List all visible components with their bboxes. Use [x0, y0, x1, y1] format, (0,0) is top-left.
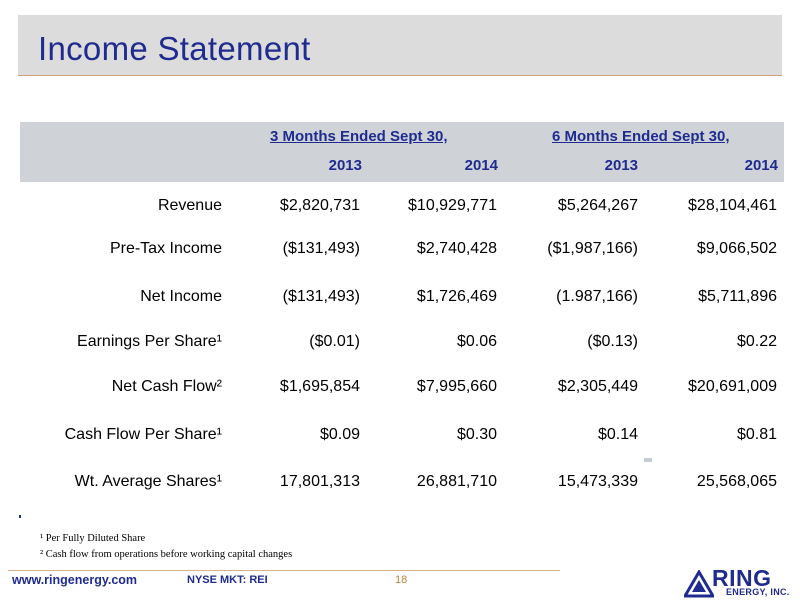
- stray-mark: [644, 458, 652, 462]
- row-label-net-cash-flow: Net Cash Flow²: [111, 378, 222, 395]
- cell: ($131,493): [282, 288, 360, 305]
- cell: $0.22: [736, 333, 777, 350]
- cell: 17,801,313: [279, 473, 360, 490]
- row-label-earnings-per-share: Earnings Per Share¹: [77, 333, 222, 350]
- group-header-6-months: 6 Months Ended Sept 30,: [552, 128, 730, 145]
- row-label-pre-tax-income: Pre-Tax Income: [109, 240, 222, 257]
- cell: ($131,493): [282, 240, 360, 257]
- cell: 26,881,710: [416, 473, 497, 490]
- cell: $5,264,267: [557, 197, 638, 214]
- row-label-net-income: Net Income: [140, 288, 222, 305]
- row-label-wt-average-shares: Wt. Average Shares¹: [74, 473, 222, 490]
- cell: $2,740,428: [416, 240, 497, 257]
- cell: $7,995,660: [416, 378, 497, 395]
- cell: 25,568,065: [696, 473, 777, 490]
- footnote-1: ¹ Per Fully Diluted Share: [40, 533, 146, 544]
- cell: $2,305,449: [557, 378, 638, 395]
- cell: $1,726,469: [416, 288, 497, 305]
- cell: ($0.13): [587, 333, 638, 350]
- cell: $10,929,771: [408, 197, 497, 214]
- cell: $1,695,854: [279, 378, 360, 395]
- footnote-2: ² Cash flow from operations before working capital changes: [40, 549, 293, 560]
- logo-triangle-icon: [684, 570, 714, 598]
- page-number: 18: [395, 574, 408, 586]
- cell: $0.30: [456, 426, 497, 443]
- cell: $2,820,731: [279, 197, 360, 214]
- year-header-3m-2013: 2013: [328, 157, 362, 174]
- cell: $0.81: [736, 426, 777, 443]
- cell: $20,691,009: [688, 378, 777, 395]
- slide-title: Income Statement: [38, 30, 311, 67]
- cell: ($1,987,166): [547, 240, 638, 257]
- year-header-3m-2014: 2014: [464, 157, 498, 174]
- title-divider: [18, 75, 782, 76]
- group-header-3-months: 3 Months Ended Sept 30,: [270, 128, 448, 145]
- cell: $0.06: [456, 333, 497, 350]
- footer-divider: [8, 570, 560, 571]
- logo-subtitle: ENERGY, INC.: [726, 587, 790, 597]
- ring-energy-logo: [684, 565, 794, 600]
- cell: $0.14: [597, 426, 638, 443]
- row-label-cash-flow-per-share: Cash Flow Per Share¹: [64, 426, 222, 443]
- website-link[interactable]: www.ringenergy.com: [12, 573, 138, 587]
- cell: $0.09: [319, 426, 360, 443]
- cell: 15,473,339: [557, 473, 638, 490]
- cell: (1.987,166): [556, 288, 638, 305]
- logo-word: RING: [712, 565, 772, 591]
- cell: $5,711,896: [698, 288, 777, 305]
- cell: ($0.01): [309, 333, 360, 350]
- cell: $9,066,502: [696, 240, 777, 257]
- cell: $28,104,461: [688, 197, 777, 214]
- row-label-revenue: Revenue: [157, 197, 222, 214]
- stray-mark: [19, 515, 21, 518]
- year-header-6m-2013: 2013: [604, 157, 638, 174]
- year-header-6m-2014: 2014: [744, 157, 778, 174]
- stock-ticker: NYSE MKT: REI: [187, 574, 268, 586]
